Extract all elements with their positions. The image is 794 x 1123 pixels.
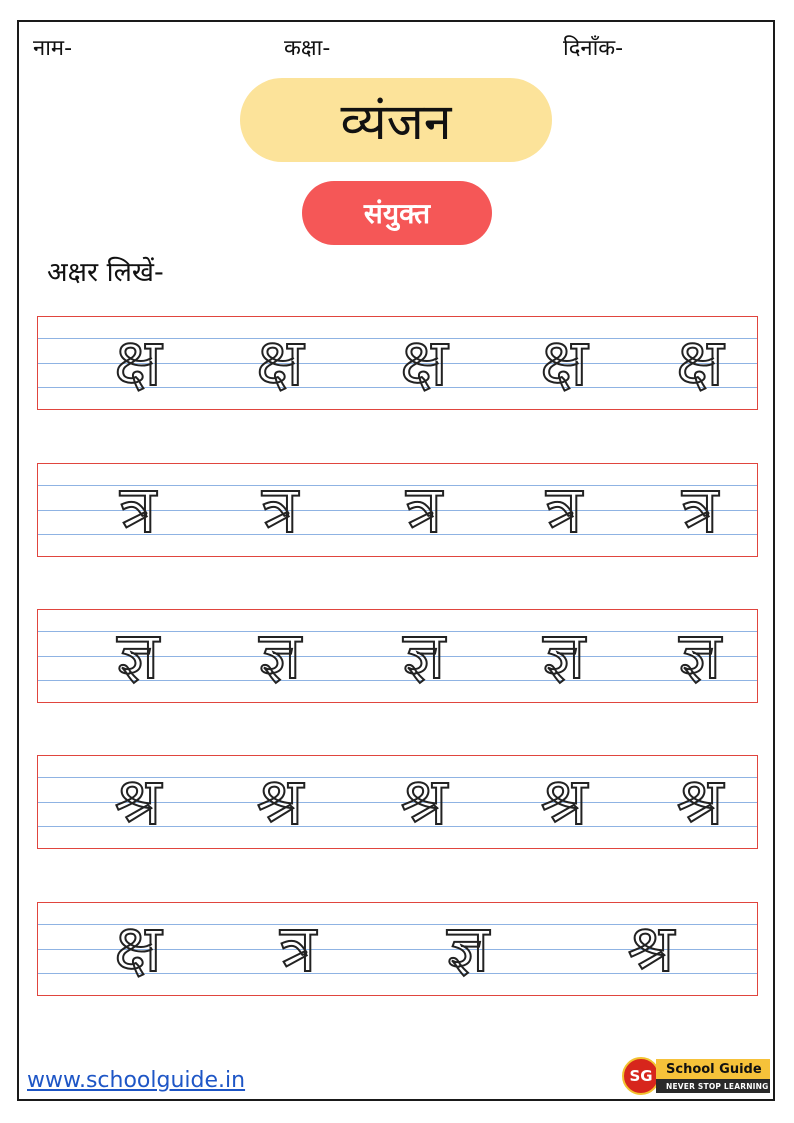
trace-cell [364,464,484,556]
trace-cell [408,903,528,995]
trace-cell [78,610,198,702]
trace-letter: त्र [405,471,443,548]
trace-cell [220,464,340,556]
trace-cell [238,903,358,995]
tracing-row [37,755,758,849]
trace-letter: त्र [545,471,583,548]
logo-tagline: NEVER STOP LEARNING [656,1079,770,1093]
trace-letter: श्र [676,763,724,840]
trace-letter: ज्ञ [258,617,302,694]
subtitle-pill [302,181,492,245]
page-subtitle: संयुक्त [363,197,431,230]
trace-letter: श्र [627,910,675,987]
trace-cell [640,317,760,409]
trace-cell [78,903,198,995]
trace-cell [364,317,484,409]
trace-cell [591,903,711,995]
trace-cell [504,464,624,556]
trace-letter: क्ष [256,324,304,401]
trace-letter: क्ष [114,910,162,987]
page-title: व्यंजन [340,93,452,151]
instruction-text: अक्षर लिखें- [47,257,164,288]
trace-cell [220,756,340,848]
trace-cell [640,756,760,848]
trace-letter: त्र [119,471,157,548]
trace-letter: ज्ञ [446,910,490,987]
name-label: नाम- [33,36,73,61]
trace-letter: त्र [681,471,719,548]
trace-letter: श्र [114,763,162,840]
trace-cell [504,317,624,409]
trace-cell [78,756,198,848]
school-guide-logo [622,1057,770,1095]
trace-cell [640,610,760,702]
trace-cell [504,756,624,848]
class-label: कक्षा- [284,36,331,61]
trace-letter: त्र [279,910,317,987]
tracing-row [37,902,758,996]
trace-cell [220,317,340,409]
title-pill [240,78,552,162]
trace-letter: क्ष [676,324,724,401]
tracing-row [37,609,758,703]
date-label: दिनाँक- [563,36,624,61]
trace-letter: श्र [540,763,588,840]
trace-cell [364,610,484,702]
logo-badge-icon: SG [622,1057,660,1095]
trace-letter: श्र [400,763,448,840]
tracing-row [37,463,758,557]
trace-letter: ज्ञ [116,617,160,694]
tracing-row [37,316,758,410]
trace-letter: त्र [261,471,299,548]
trace-cell [504,610,624,702]
trace-letter: क्ष [540,324,588,401]
logo-name: School Guide [656,1059,770,1079]
trace-cell [78,464,198,556]
trace-cell [364,756,484,848]
trace-cell [78,317,198,409]
trace-letter: क्ष [400,324,448,401]
trace-letter: ज्ञ [678,617,722,694]
trace-letter: श्र [256,763,304,840]
trace-letter: ज्ञ [402,617,446,694]
trace-letter: क्ष [114,324,162,401]
trace-cell [220,610,340,702]
trace-cell [640,464,760,556]
trace-letter: ज्ञ [542,617,586,694]
website-link[interactable]: www.schoolguide.in [27,1068,246,1093]
